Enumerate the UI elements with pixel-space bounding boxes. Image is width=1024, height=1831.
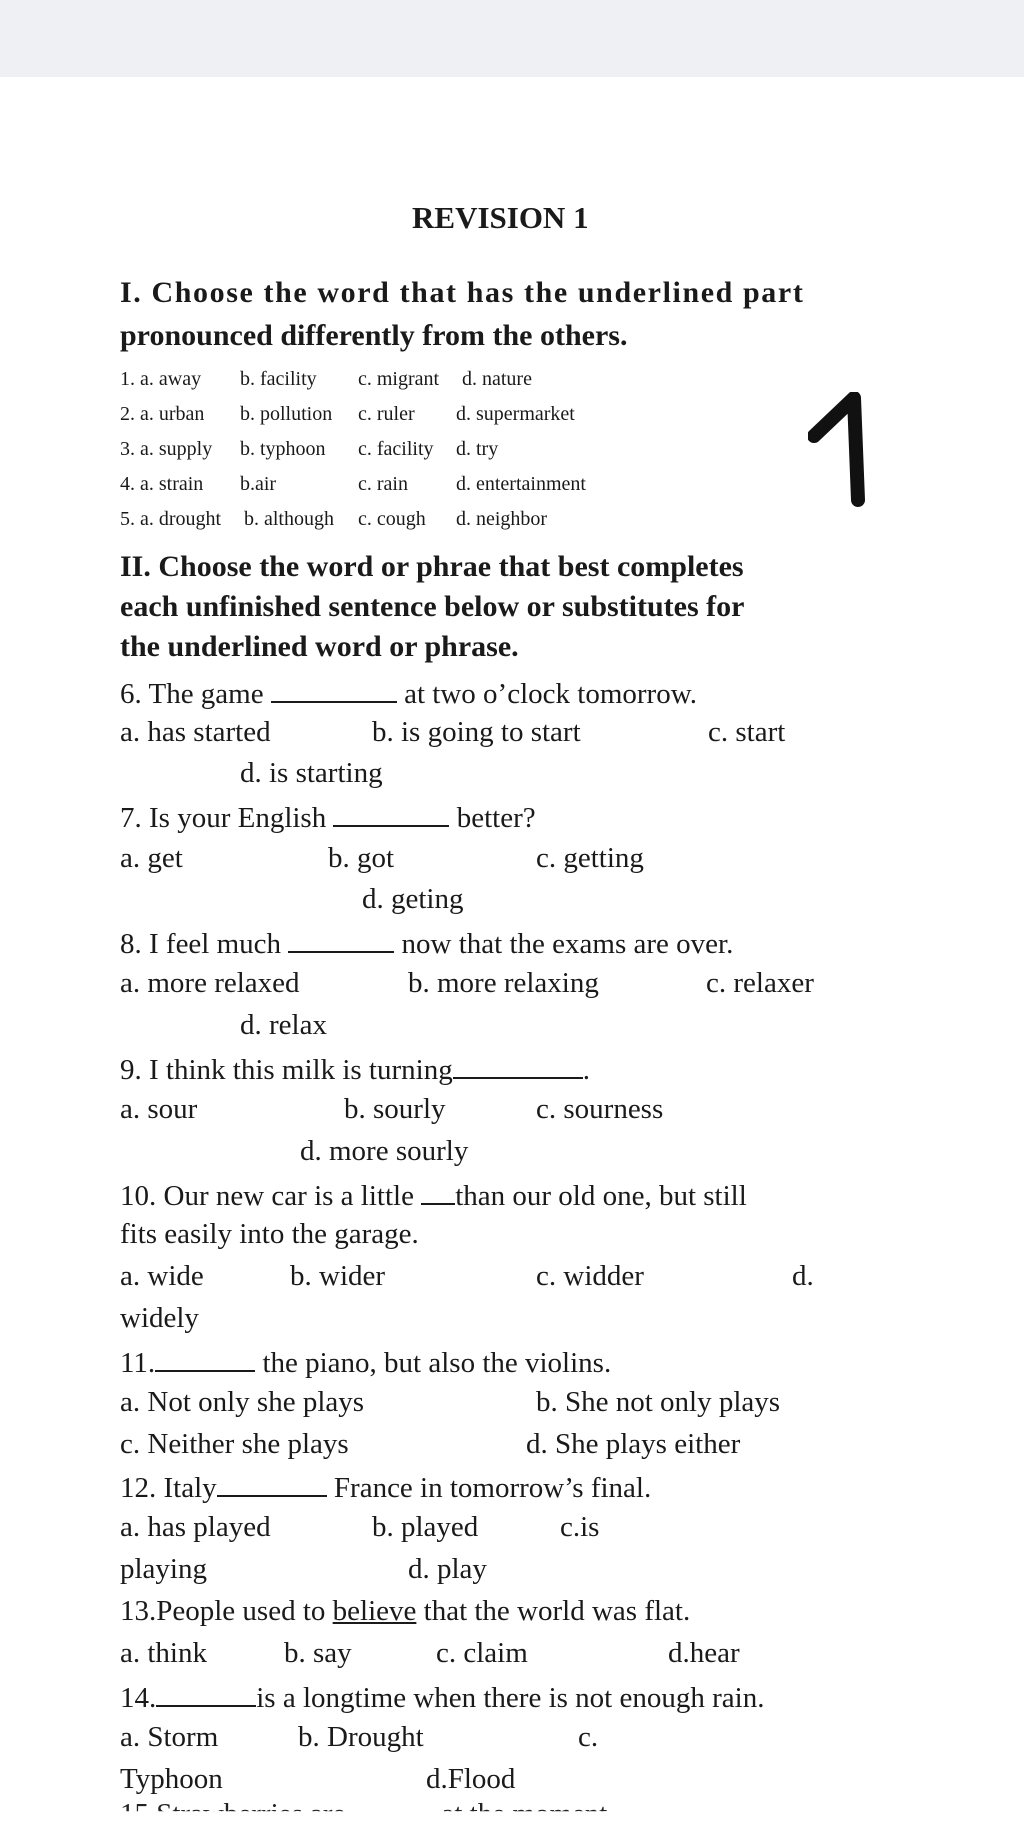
section2-heading-line1: II. Choose the word or phrae that best completes — [120, 550, 744, 583]
question-10: 10. Our new car is a little than our old one, but still — [120, 1177, 747, 1213]
q13-option-b: b. say — [284, 1637, 352, 1669]
q8-option-d: d. relax — [240, 1009, 327, 1041]
q10-option-c: c. widder — [536, 1260, 644, 1292]
q8-option-a: a. more relaxed — [120, 967, 300, 999]
q7-option-c: c. getting — [536, 842, 644, 874]
q9-option-c: c. sourness — [536, 1093, 664, 1125]
underlined-word: believe — [332, 1595, 417, 1627]
q12-option-d: d. play — [408, 1553, 487, 1585]
question-10-line2: fits easily into the garage. — [120, 1218, 419, 1250]
top-bar — [0, 0, 1024, 77]
question-12: 12. Italy France in tomorrow’s final. — [120, 1469, 651, 1505]
q12-option-c-cont: playing — [120, 1553, 207, 1585]
q11-option-a: a. Not only she plays — [120, 1386, 365, 1418]
q14-option-b: b. Drought — [298, 1721, 424, 1753]
q12-option-a: a. has played — [120, 1511, 271, 1543]
q14-option-c-cont: Typhoon — [120, 1763, 223, 1795]
q6-option-b: b. is going to start — [372, 716, 581, 748]
q7-option-b: b. got — [328, 842, 395, 874]
q13-option-d: d.hear — [668, 1637, 740, 1669]
question-7: 7. Is your English better? — [120, 799, 536, 835]
q8-option-b: b. more relaxing — [408, 967, 599, 999]
q14-option-c: c. — [578, 1721, 599, 1753]
question-13: 13.People used to believe that the world was flat. — [120, 1595, 691, 1627]
q10-option-a: a. wide — [120, 1260, 204, 1292]
question-8: 8. I feel much now that the exams are over. — [120, 925, 733, 961]
q11-option-c: c. Neither she plays — [120, 1428, 349, 1460]
q6-option-d: d. is starting — [240, 757, 383, 789]
q12-option-b: b. played — [372, 1511, 479, 1543]
q8-option-c: c. relaxer — [706, 967, 814, 999]
q9-option-a: a. sour — [120, 1093, 198, 1125]
question-6: 6. The game at two o’clock tomorrow. — [120, 675, 697, 711]
q11-option-b: b. She not only plays — [536, 1386, 781, 1418]
q10-option-d: d. — [792, 1260, 814, 1292]
q12-option-c: c.is — [560, 1511, 600, 1543]
q13-option-c: c. claim — [436, 1637, 528, 1669]
question-9: 9. I think this milk is turning . — [120, 1051, 590, 1087]
q14-option-d: d.Flood — [426, 1763, 516, 1795]
q10-option-b: b. wider — [290, 1260, 386, 1292]
section2-heading-line2: each unfinished sentence below or substitutes for — [120, 590, 745, 623]
q14-option-a: a. Storm — [120, 1721, 219, 1753]
section1-heading-line2: pronounced differently from the others. — [120, 319, 628, 352]
q6-option-a: a. has started — [120, 716, 271, 748]
q10-option-d-cont: widely — [120, 1302, 199, 1334]
q11-option-d: d. She plays either — [526, 1428, 741, 1460]
section1-heading-line1: I. Choose the word that has the underlined part — [120, 276, 805, 309]
q13-option-a: a. think — [120, 1637, 207, 1669]
section2-heading-line3: the underlined word or phrase. — [120, 630, 519, 663]
handwritten-one-mark — [808, 392, 888, 508]
q9-option-d: d. more sourly — [300, 1135, 469, 1167]
page-title: REVISION 1 — [412, 200, 589, 235]
q9-option-b: b. sourly — [344, 1093, 446, 1125]
q6-option-c: c. start — [708, 716, 786, 748]
question-11: 11. the piano, but also the violins. — [120, 1344, 611, 1380]
q7-option-a: a. get — [120, 842, 183, 874]
question-14: 14. is a longtime when there is not enough rain. — [120, 1679, 764, 1715]
q7-option-d: d. geting — [362, 883, 464, 915]
